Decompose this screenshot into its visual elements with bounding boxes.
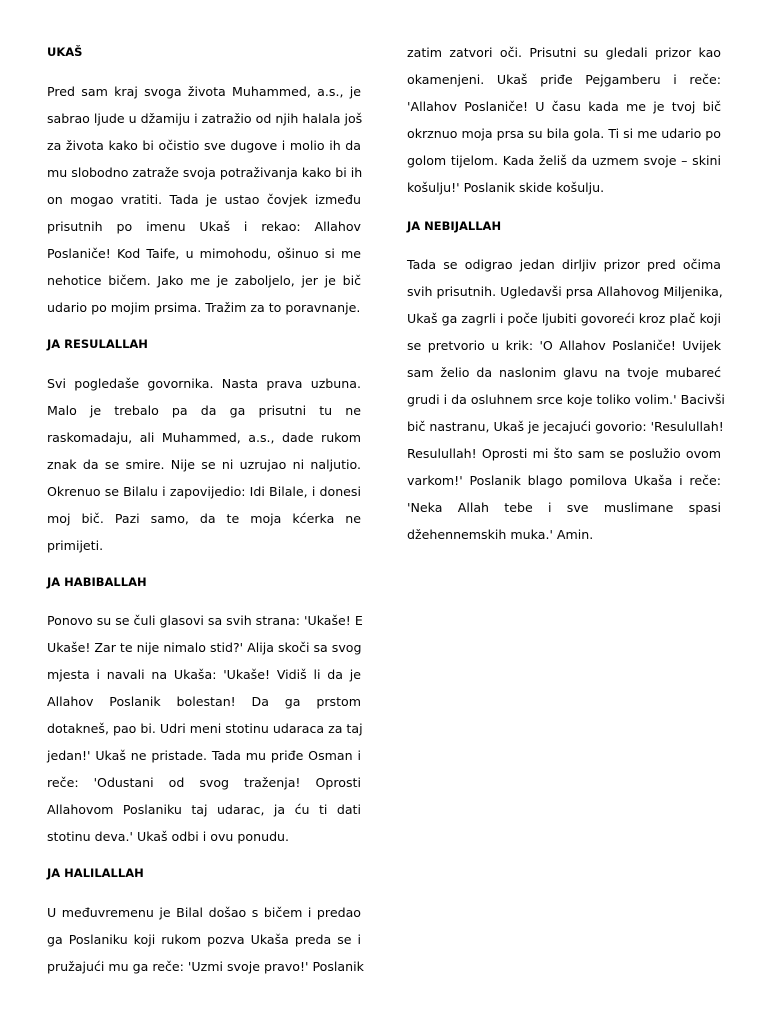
text-line: se pretvorio u krik: 'O Allahov Poslaniče! Uvijek: [407, 338, 721, 353]
paragraph-bic: [47, 899, 364, 980]
text-line: grudi i da osluhnem srce koje toliko volim.' Bacivši: [407, 392, 725, 407]
text-line: znak da se smire. Nije se ni uzrujao ni naljutio.: [47, 457, 361, 472]
text-line: Poslaniče! Kod Taife, u mimohodu, ošinuo si me: [47, 246, 361, 261]
text-line: stotinu deva.' Ukaš odbi i ovu ponudu.: [47, 829, 290, 844]
paragraph-intro: [47, 78, 361, 321]
heading-ukas: UKAŠ: [47, 45, 83, 59]
text-line: Allahov Poslanik bolestan! Da ga prstom: [47, 694, 361, 709]
text-line: nehotice bičem. Jako me je zaboljelo, jer je bič: [47, 273, 361, 288]
text-line: pružajući mu ga reče: 'Uzmi svoje pravo!' Poslanik: [47, 959, 364, 974]
text-line: moj bič. Pazi samo, da te moja kćerka ne: [47, 511, 361, 526]
text-line: okamenjeni. Ukaš priđe Pejgamberu i reče:: [407, 72, 721, 87]
text-line: 'Neka Allah tebe i sve muslimane spasi: [407, 500, 721, 515]
text-line: prisutnih po imenu Ukaš i rekao: Allahov: [47, 219, 361, 234]
paragraph-uzbuna: [47, 370, 361, 559]
text-line: Ponovo su se čuli glasovi sa svih strana: 'Ukaše! E: [47, 613, 363, 628]
text-line: mjesta i navali na Ukaša: 'Ukaše! Vidiš li da je: [47, 667, 361, 682]
text-line: ga Poslaniku koji rukom pozva Ukaša preda se i: [47, 932, 361, 947]
text-line: jedan!' Ukaš ne pristade. Tada mu priđe Osman i: [47, 748, 361, 763]
text-line: on mogao vratiti. Tada je ustao čovjek između: [47, 192, 361, 207]
text-line: Malo je trebalo pa da ga prisutni tu ne: [47, 403, 361, 418]
text-line: sabrao ljude u džamiju i zatražio od njih halala još: [47, 111, 363, 126]
heading-ja-habiballah: JA HABIBALLAH: [47, 575, 147, 589]
text-line: Ukaš ga zagrli i poče ljubiti govoreći kroz plač koji: [407, 311, 721, 326]
heading-ja-nebijallah: JA NEBIJALLAH: [407, 219, 502, 233]
text-line: za života kako bi očistio sve dugove i molio ih da: [47, 138, 361, 153]
text-line: Ukaše! Zar te nije nimalo stid?' Alija skoči sa svog: [47, 640, 362, 655]
text-line: udario po mojim prsima. Tražim za to poravnanje.: [47, 300, 361, 315]
text-line: Svi pogledaše govornika. Nasta prava uzbuna.: [47, 376, 361, 391]
text-line: Resulullah! Oprosti mi što sam se poslužio ovom: [407, 446, 721, 461]
text-line: okrznuo moja prsa su bila gola. Ti si me udario po: [407, 126, 721, 141]
text-line: Allahovom Poslaniku taj udarac, ja ću ti dati: [47, 802, 361, 817]
text-line: košulju!' Poslanik skide košulju.: [407, 180, 605, 195]
text-line: varkom!' Poslanik blago pomilova Ukaša i reče:: [407, 473, 721, 488]
text-line: dotakneš, pao bi. Udri meni stotinu udaraca za taj: [47, 721, 363, 736]
text-line: golom tijelom. Kada želiš da uzmem svoje – skini: [407, 153, 721, 168]
paragraph-ponude: [47, 607, 361, 850]
paragraph-kosulja: [407, 39, 721, 201]
text-line: bič nastranu, Ukaš je jecajući govorio: 'Resulullah!: [407, 419, 724, 434]
text-line: primijeti.: [47, 538, 104, 553]
heading-ja-resulallah: JA RESULALLAH: [47, 337, 148, 351]
text-line: Pred sam kraj svoga života Muhammed, a.s., je: [47, 84, 361, 99]
text-line: raskomadaju, ali Muhammed, a.s., dade rukom: [47, 430, 361, 445]
text-line: reče: 'Odustani od svog traženja! Oprosti: [47, 775, 361, 790]
heading-ja-halilallah: JA HALILALLAH: [47, 866, 144, 880]
text-line: 'Allahov Poslaniče! U času kada me je tvoj bič: [407, 99, 721, 114]
text-line: Tada se odigrao jedan dirljiv prizor pred očima: [407, 257, 721, 272]
text-line: sam želio da naslonim glavu na tvoje mubareć: [407, 365, 721, 380]
text-line: svih prisutnih. Ugledavši prsa Allahovog Miljenika,: [407, 284, 723, 299]
text-line: U međuvremenu je Bilal došao s bičem i predao: [47, 905, 361, 920]
paragraph-zagrljaj: [407, 251, 725, 548]
text-line: Okrenuo se Bilalu i zapovijedio: Idi Bilale, i donesi: [47, 484, 361, 499]
text-line: džehennemskih muka.' Amin.: [407, 527, 594, 542]
text-line: zatim zatvori oči. Prisutni su gledali prizor kao: [407, 45, 721, 60]
text-line: mu slobodno zatraže svoja potraživanja kako bi ih: [47, 165, 363, 180]
